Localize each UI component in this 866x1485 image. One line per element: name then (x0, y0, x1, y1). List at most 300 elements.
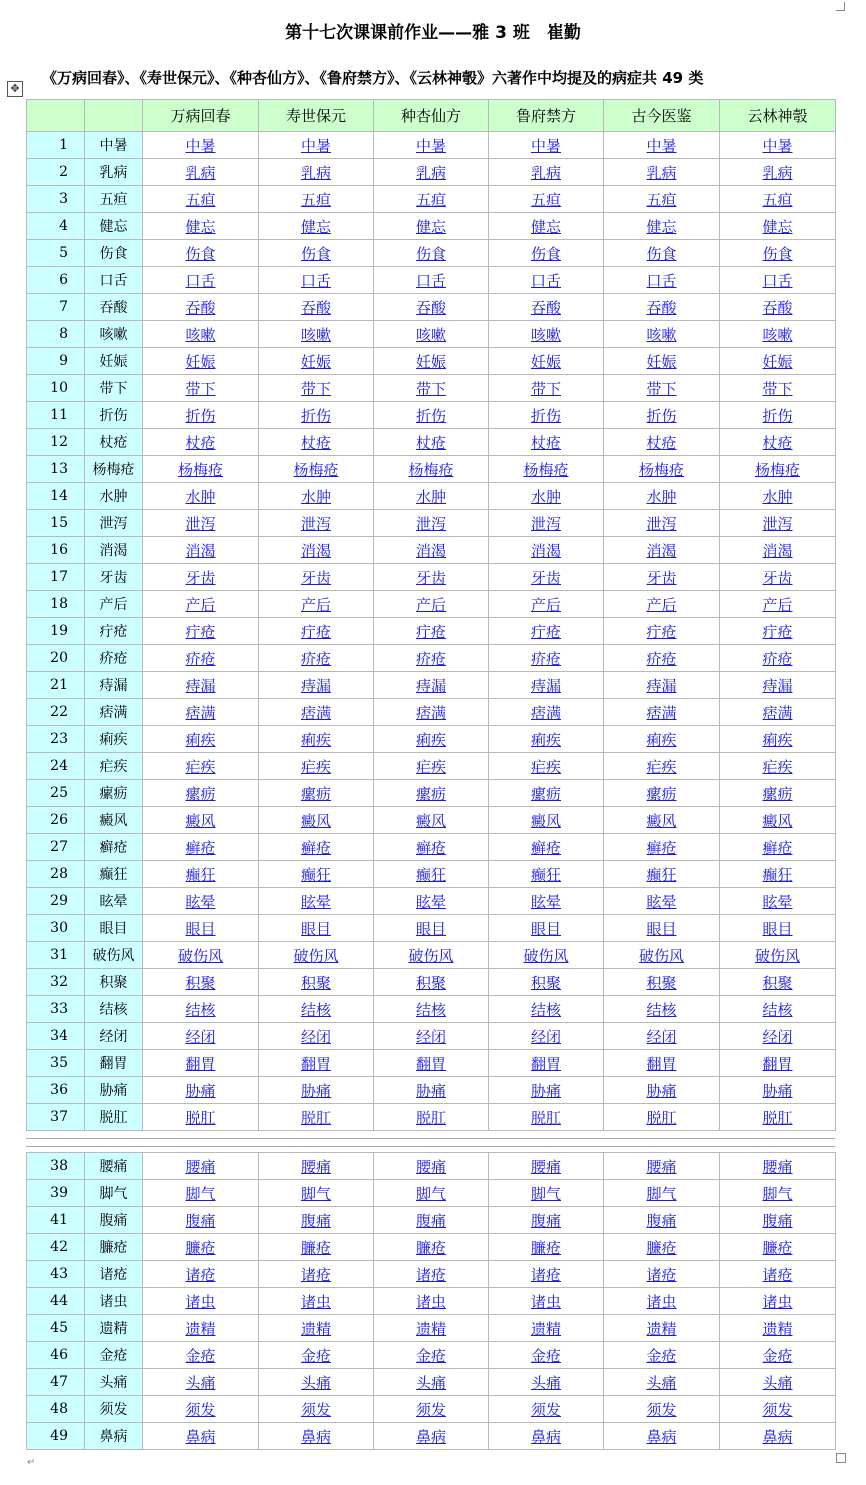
disease-link[interactable]: 瘰疬 (646, 784, 677, 803)
disease-link[interactable]: 产后 (646, 595, 677, 614)
disease-link[interactable]: 胁痛 (415, 1081, 446, 1100)
disease-link[interactable]: 痔漏 (762, 676, 793, 695)
disease-link[interactable]: 乳病 (530, 163, 561, 182)
disease-link[interactable]: 头痛 (300, 1373, 331, 1392)
disease-link[interactable]: 伤食 (185, 244, 216, 263)
disease-link[interactable]: 水肿 (415, 487, 446, 506)
disease-link[interactable]: 消渴 (646, 541, 677, 560)
disease-link[interactable]: 伤食 (415, 244, 446, 263)
disease-link[interactable]: 头痛 (646, 1373, 677, 1392)
disease-link[interactable]: 疥疮 (530, 649, 561, 668)
disease-link[interactable]: 口舌 (415, 271, 446, 290)
disease-link[interactable]: 痢疾 (762, 730, 793, 749)
disease-link[interactable]: 癫狂 (530, 865, 561, 884)
disease-link[interactable]: 破伤风 (177, 946, 223, 965)
disease-link[interactable]: 带下 (530, 379, 561, 398)
disease-link[interactable]: 痔漏 (415, 676, 446, 695)
disease-link[interactable]: 杨梅疮 (523, 460, 569, 479)
disease-link[interactable]: 腹痛 (762, 1211, 793, 1230)
disease-link[interactable]: 眩晕 (185, 892, 216, 911)
disease-link[interactable]: 产后 (300, 595, 331, 614)
disease-link[interactable]: 健忘 (762, 217, 793, 236)
disease-link[interactable]: 积聚 (185, 973, 216, 992)
disease-link[interactable]: 瘰疬 (762, 784, 793, 803)
disease-link[interactable]: 经闭 (646, 1027, 677, 1046)
disease-link[interactable]: 吞酸 (762, 298, 793, 317)
disease-link[interactable]: 牙齿 (762, 568, 793, 587)
disease-link[interactable]: 瘰疬 (415, 784, 446, 803)
disease-link[interactable]: 中暑 (185, 136, 216, 155)
disease-link[interactable]: 泄泻 (530, 514, 561, 533)
disease-link[interactable]: 腰痛 (185, 1157, 216, 1176)
disease-link[interactable]: 产后 (185, 595, 216, 614)
disease-link[interactable]: 泄泻 (415, 514, 446, 533)
disease-link[interactable]: 须发 (185, 1400, 216, 1419)
disease-link[interactable]: 眩晕 (762, 892, 793, 911)
disease-link[interactable]: 口舌 (646, 271, 677, 290)
disease-link[interactable]: 消渴 (185, 541, 216, 560)
disease-link[interactable]: 产后 (530, 595, 561, 614)
disease-link[interactable]: 遗精 (300, 1319, 331, 1338)
disease-link[interactable]: 经闭 (530, 1027, 561, 1046)
disease-link[interactable]: 口舌 (300, 271, 331, 290)
disease-link[interactable]: 胁痛 (300, 1081, 331, 1100)
disease-link[interactable]: 伤食 (300, 244, 331, 263)
disease-link[interactable]: 鼻病 (646, 1427, 677, 1446)
disease-link[interactable]: 脱肛 (530, 1108, 561, 1127)
disease-link[interactable]: 痔漏 (646, 676, 677, 695)
disease-link[interactable]: 五疸 (185, 190, 216, 209)
disease-link[interactable]: 痢疾 (185, 730, 216, 749)
disease-link[interactable]: 腹痛 (300, 1211, 331, 1230)
disease-link[interactable]: 疟疾 (762, 757, 793, 776)
disease-link[interactable]: 臁疮 (530, 1238, 561, 1257)
disease-link-cell (259, 348, 374, 375)
disease-link[interactable]: 脚气 (185, 1184, 216, 1203)
disease-link[interactable]: 疔疮 (530, 622, 561, 641)
disease-link[interactable]: 眼目 (300, 919, 331, 938)
disease-link[interactable]: 诸虫 (762, 1292, 793, 1311)
disease-link[interactable]: 健忘 (300, 217, 331, 236)
disease-link[interactable]: 鼻病 (415, 1427, 446, 1446)
disease-link[interactable]: 泄泻 (762, 514, 793, 533)
disease-link[interactable]: 痔漏 (300, 676, 331, 695)
disease-link[interactable]: 翻胃 (762, 1054, 793, 1073)
disease-link[interactable]: 臁疮 (762, 1238, 793, 1257)
disease-link[interactable]: 疔疮 (300, 622, 331, 641)
disease-link[interactable]: 痢疾 (530, 730, 561, 749)
disease-link[interactable]: 泄泻 (300, 514, 331, 533)
disease-link[interactable]: 牙齿 (530, 568, 561, 587)
disease-link[interactable]: 消渴 (762, 541, 793, 560)
disease-link[interactable]: 遗精 (762, 1319, 793, 1338)
disease-link[interactable]: 咳嗽 (185, 325, 216, 344)
disease-link[interactable]: 疔疮 (646, 622, 677, 641)
disease-link[interactable]: 腰痛 (415, 1157, 446, 1176)
disease-link[interactable]: 中暑 (300, 136, 331, 155)
disease-link[interactable]: 牙齿 (300, 568, 331, 587)
disease-link[interactable]: 口舌 (185, 271, 216, 290)
disease-link[interactable]: 吞酸 (415, 298, 446, 317)
disease-link[interactable]: 结核 (185, 1000, 216, 1019)
disease-link[interactable]: 癣疮 (762, 838, 793, 857)
disease-link[interactable]: 消渴 (530, 541, 561, 560)
disease-link[interactable]: 破伤风 (408, 946, 454, 965)
disease-link[interactable]: 癫狂 (646, 865, 677, 884)
disease-link[interactable]: 翻胃 (185, 1054, 216, 1073)
disease-link[interactable]: 金疮 (762, 1346, 793, 1365)
disease-link[interactable]: 咳嗽 (415, 325, 446, 344)
disease-link[interactable]: 诸疮 (530, 1265, 561, 1284)
disease-link[interactable]: 翻胃 (415, 1054, 446, 1073)
disease-link[interactable]: 金疮 (185, 1346, 216, 1365)
disease-link[interactable]: 中暑 (415, 136, 446, 155)
disease-link[interactable]: 杖疮 (646, 433, 677, 452)
disease-link[interactable]: 折伤 (415, 406, 446, 425)
disease-link[interactable]: 须发 (762, 1400, 793, 1419)
disease-link[interactable]: 健忘 (185, 217, 216, 236)
row-number: 49 (27, 1423, 85, 1450)
disease-link[interactable]: 折伤 (185, 406, 216, 425)
disease-link[interactable]: 痞满 (646, 703, 677, 722)
disease-link[interactable]: 乳病 (185, 163, 216, 182)
disease-link[interactable]: 带下 (185, 379, 216, 398)
disease-link[interactable]: 乳病 (300, 163, 331, 182)
disease-link[interactable]: 鼻病 (530, 1427, 561, 1446)
disease-link[interactable]: 妊娠 (762, 352, 793, 371)
disease-table-part2 (26, 1152, 836, 1450)
disease-link[interactable]: 水肿 (762, 487, 793, 506)
disease-link[interactable]: 疟疾 (300, 757, 331, 776)
disease-link[interactable]: 癜风 (300, 811, 331, 830)
disease-link[interactable]: 乳病 (415, 163, 446, 182)
disease-link[interactable]: 痢疾 (646, 730, 677, 749)
disease-link[interactable]: 积聚 (415, 973, 446, 992)
disease-link[interactable]: 健忘 (415, 217, 446, 236)
disease-link[interactable]: 腰痛 (646, 1157, 677, 1176)
disease-link[interactable]: 腰痛 (300, 1157, 331, 1176)
disease-link[interactable]: 脱肛 (415, 1108, 446, 1127)
disease-link[interactable]: 中暑 (530, 136, 561, 155)
disease-link[interactable]: 疥疮 (185, 649, 216, 668)
disease-link[interactable]: 泄泻 (185, 514, 216, 533)
disease-link[interactable]: 脚气 (762, 1184, 793, 1203)
disease-link[interactable]: 头痛 (762, 1373, 793, 1392)
disease-link[interactable]: 眼目 (762, 919, 793, 938)
disease-link[interactable]: 腹痛 (646, 1211, 677, 1230)
disease-link[interactable]: 癣疮 (646, 838, 677, 857)
disease-link[interactable]: 伤食 (530, 244, 561, 263)
disease-link[interactable]: 癫狂 (415, 865, 446, 884)
disease-link[interactable]: 胁痛 (762, 1081, 793, 1100)
disease-link[interactable]: 诸疮 (762, 1265, 793, 1284)
disease-link[interactable]: 诸虫 (646, 1292, 677, 1311)
disease-link[interactable]: 头痛 (530, 1373, 561, 1392)
disease-link[interactable]: 癜风 (762, 811, 793, 830)
disease-link[interactable]: 结核 (646, 1000, 677, 1019)
disease-link[interactable]: 水肿 (646, 487, 677, 506)
disease-link[interactable]: 吞酸 (646, 298, 677, 317)
disease-link[interactable]: 杨梅疮 (754, 460, 800, 479)
disease-link[interactable]: 消渴 (300, 541, 331, 560)
disease-link[interactable]: 妊娠 (646, 352, 677, 371)
disease-link[interactable]: 脚气 (646, 1184, 677, 1203)
disease-link[interactable]: 产后 (762, 595, 793, 614)
disease-link[interactable]: 痞满 (185, 703, 216, 722)
disease-link[interactable]: 诸虫 (530, 1292, 561, 1311)
disease-link[interactable]: 遗精 (530, 1319, 561, 1338)
disease-link[interactable]: 癣疮 (185, 838, 216, 857)
disease-link[interactable]: 脚气 (300, 1184, 331, 1203)
disease-link[interactable]: 癫狂 (185, 865, 216, 884)
disease-link[interactable]: 须发 (530, 1400, 561, 1419)
disease-link[interactable]: 痞满 (762, 703, 793, 722)
disease-link[interactable]: 胁痛 (530, 1081, 561, 1100)
disease-link[interactable]: 疔疮 (415, 622, 446, 641)
disease-link[interactable]: 须发 (415, 1400, 446, 1419)
disease-link[interactable]: 五疸 (415, 190, 446, 209)
disease-link[interactable]: 须发 (300, 1400, 331, 1419)
disease-link[interactable]: 眩晕 (530, 892, 561, 911)
disease-link[interactable]: 积聚 (300, 973, 331, 992)
disease-link[interactable]: 水肿 (300, 487, 331, 506)
disease-link[interactable]: 破伤风 (638, 946, 684, 965)
disease-link[interactable]: 咳嗽 (300, 325, 331, 344)
disease-link[interactable]: 积聚 (530, 973, 561, 992)
disease-link[interactable]: 瘰疬 (300, 784, 331, 803)
disease-link[interactable]: 痞满 (300, 703, 331, 722)
disease-link[interactable]: 破伤风 (754, 946, 800, 965)
disease-link[interactable]: 经闭 (415, 1027, 446, 1046)
disease-link[interactable]: 翻胃 (300, 1054, 331, 1073)
disease-link[interactable]: 腹痛 (530, 1211, 561, 1230)
disease-link[interactable]: 吞酸 (530, 298, 561, 317)
disease-link[interactable]: 癣疮 (415, 838, 446, 857)
disease-link[interactable]: 健忘 (646, 217, 677, 236)
disease-link[interactable]: 五疸 (646, 190, 677, 209)
disease-link-cell (489, 294, 604, 321)
disease-link[interactable]: 牙齿 (646, 568, 677, 587)
disease-link[interactable]: 疥疮 (300, 649, 331, 668)
disease-link[interactable]: 疔疮 (185, 622, 216, 641)
disease-link[interactable]: 妊娠 (300, 352, 331, 371)
disease-link[interactable]: 诸虫 (300, 1292, 331, 1311)
disease-link-cell (259, 213, 374, 240)
disease-link[interactable]: 眼目 (646, 919, 677, 938)
disease-link[interactable]: 吞酸 (185, 298, 216, 317)
disease-link[interactable]: 腹痛 (185, 1211, 216, 1230)
disease-link[interactable]: 折伤 (530, 406, 561, 425)
disease-link[interactable]: 五疸 (300, 190, 331, 209)
disease-link[interactable]: 杖疮 (762, 433, 793, 452)
disease-link[interactable]: 眩晕 (646, 892, 677, 911)
disease-link[interactable]: 疥疮 (415, 649, 446, 668)
disease-link[interactable]: 诸疮 (646, 1265, 677, 1284)
disease-link[interactable]: 经闭 (762, 1027, 793, 1046)
table-resize-handle-icon[interactable] (836, 1453, 846, 1463)
disease-link[interactable]: 眼目 (415, 919, 446, 938)
disease-link[interactable]: 带下 (300, 379, 331, 398)
disease-link[interactable]: 破伤风 (293, 946, 339, 965)
disease-link[interactable]: 鼻病 (185, 1427, 216, 1446)
disease-link[interactable]: 折伤 (300, 406, 331, 425)
disease-link[interactable]: 五疸 (762, 190, 793, 209)
disease-link[interactable]: 痔漏 (185, 676, 216, 695)
disease-link[interactable]: 鼻病 (300, 1427, 331, 1446)
disease-link[interactable]: 水肿 (185, 487, 216, 506)
disease-link[interactable]: 脱肛 (185, 1108, 216, 1127)
disease-link[interactable]: 破伤风 (523, 946, 569, 965)
disease-link[interactable]: 诸疮 (185, 1265, 216, 1284)
disease-link[interactable]: 疟疾 (530, 757, 561, 776)
disease-link[interactable]: 妊娠 (185, 352, 216, 371)
disease-link[interactable]: 乳病 (646, 163, 677, 182)
disease-link[interactable]: 胁痛 (185, 1081, 216, 1100)
disease-link[interactable]: 乳病 (762, 163, 793, 182)
disease-link[interactable]: 眼目 (530, 919, 561, 938)
disease-link[interactable]: 癣疮 (300, 838, 331, 857)
disease-link[interactable]: 腰痛 (762, 1157, 793, 1176)
disease-link[interactable]: 吞酸 (300, 298, 331, 317)
disease-link[interactable]: 疥疮 (762, 649, 793, 668)
disease-link[interactable]: 金疮 (646, 1346, 677, 1365)
disease-link[interactable]: 口舌 (530, 271, 561, 290)
disease-link[interactable]: 眼目 (185, 919, 216, 938)
disease-link[interactable]: 杖疮 (530, 433, 561, 452)
disease-link[interactable]: 胁痛 (646, 1081, 677, 1100)
disease-link[interactable]: 脚气 (530, 1184, 561, 1203)
table-move-handle-icon[interactable]: ✥ (7, 81, 23, 97)
disease-link[interactable]: 杨梅疮 (638, 460, 684, 479)
disease-link[interactable]: 结核 (415, 1000, 446, 1019)
disease-link[interactable]: 带下 (646, 379, 677, 398)
disease-link[interactable]: 疔疮 (762, 622, 793, 641)
disease-link[interactable]: 脱肛 (646, 1108, 677, 1127)
disease-link-cell (720, 1234, 836, 1261)
disease-link[interactable]: 诸疮 (415, 1265, 446, 1284)
disease-link[interactable]: 诸虫 (185, 1292, 216, 1311)
disease-link[interactable]: 痔漏 (530, 676, 561, 695)
disease-link[interactable]: 杖疮 (185, 433, 216, 452)
disease-link[interactable]: 腰痛 (530, 1157, 561, 1176)
disease-link[interactable]: 牙齿 (185, 568, 216, 587)
disease-link[interactable]: 妊娠 (530, 352, 561, 371)
disease-link[interactable]: 瘰疬 (530, 784, 561, 803)
disease-link[interactable]: 牙齿 (415, 568, 446, 587)
disease-link[interactable]: 经闭 (185, 1027, 216, 1046)
disease-link[interactable]: 遗精 (185, 1319, 216, 1338)
disease-link[interactable]: 口舌 (762, 271, 793, 290)
disease-link[interactable]: 带下 (415, 379, 446, 398)
disease-link[interactable]: 经闭 (300, 1027, 331, 1046)
disease-link[interactable]: 鼻病 (762, 1427, 793, 1446)
disease-link[interactable]: 金疮 (415, 1346, 446, 1365)
disease-link-cell (259, 1369, 374, 1396)
disease-link[interactable]: 疟疾 (185, 757, 216, 776)
disease-link[interactable]: 癣疮 (530, 838, 561, 857)
disease-link[interactable]: 疟疾 (415, 757, 446, 776)
disease-link[interactable]: 臁疮 (185, 1238, 216, 1257)
disease-link[interactable]: 咳嗽 (762, 325, 793, 344)
disease-link-cell (489, 753, 604, 780)
disease-link[interactable]: 杨梅疮 (408, 460, 454, 479)
disease-link[interactable]: 须发 (646, 1400, 677, 1419)
disease-link[interactable]: 杨梅疮 (293, 460, 339, 479)
disease-link[interactable]: 中暑 (762, 136, 793, 155)
disease-link[interactable]: 臁疮 (646, 1238, 677, 1257)
disease-link[interactable]: 癜风 (646, 811, 677, 830)
disease-link[interactable]: 诸虫 (415, 1292, 446, 1311)
disease-link[interactable]: 伤食 (646, 244, 677, 263)
disease-link[interactable]: 臁疮 (415, 1238, 446, 1257)
disease-link[interactable]: 五疸 (530, 190, 561, 209)
disease-link[interactable]: 癫狂 (762, 865, 793, 884)
disease-link[interactable]: 诸疮 (300, 1265, 331, 1284)
disease-link[interactable]: 癜风 (530, 811, 561, 830)
disease-link[interactable]: 翻胃 (530, 1054, 561, 1073)
disease-link[interactable]: 带下 (762, 379, 793, 398)
disease-link[interactable]: 消渴 (415, 541, 446, 560)
disease-link[interactable]: 痢疾 (300, 730, 331, 749)
disease-link[interactable]: 积聚 (762, 973, 793, 992)
disease-link[interactable]: 疥疮 (646, 649, 677, 668)
disease-link[interactable]: 癫狂 (300, 865, 331, 884)
disease-link[interactable]: 遗精 (415, 1319, 446, 1338)
disease-link[interactable]: 疟疾 (646, 757, 677, 776)
disease-link[interactable]: 结核 (762, 1000, 793, 1019)
disease-link[interactable]: 头痛 (185, 1373, 216, 1392)
disease-link[interactable]: 积聚 (646, 973, 677, 992)
disease-link[interactable]: 结核 (300, 1000, 331, 1019)
disease-link[interactable]: 泄泻 (646, 514, 677, 533)
disease-link-cell (374, 1180, 489, 1207)
disease-link[interactable]: 眩晕 (300, 892, 331, 911)
disease-link[interactable]: 咳嗽 (530, 325, 561, 344)
disease-link[interactable]: 痞满 (415, 703, 446, 722)
disease-link[interactable]: 杖疮 (415, 433, 446, 452)
disease-link[interactable]: 遗精 (646, 1319, 677, 1338)
disease-link[interactable]: 中暑 (646, 136, 677, 155)
disease-link[interactable]: 产后 (415, 595, 446, 614)
disease-link[interactable]: 咳嗽 (646, 325, 677, 344)
disease-link[interactable]: 脱肛 (762, 1108, 793, 1127)
disease-link[interactable]: 瘰疬 (185, 784, 216, 803)
disease-link[interactable]: 眩晕 (415, 892, 446, 911)
disease-link[interactable]: 癜风 (415, 811, 446, 830)
disease-link[interactable]: 杨梅疮 (177, 460, 223, 479)
disease-link[interactable]: 折伤 (646, 406, 677, 425)
disease-link[interactable]: 金疮 (300, 1346, 331, 1365)
disease-link[interactable]: 伤食 (762, 244, 793, 263)
disease-link[interactable]: 臁疮 (300, 1238, 331, 1257)
disease-link[interactable]: 痢疾 (415, 730, 446, 749)
disease-link[interactable]: 水肿 (530, 487, 561, 506)
disease-link[interactable]: 健忘 (530, 217, 561, 236)
disease-link[interactable]: 翻胃 (646, 1054, 677, 1073)
disease-link-cell (489, 1261, 604, 1288)
disease-link[interactable]: 金疮 (530, 1346, 561, 1365)
disease-link[interactable]: 头痛 (415, 1373, 446, 1392)
disease-link[interactable]: 杖疮 (300, 433, 331, 452)
disease-link[interactable]: 脚气 (415, 1184, 446, 1203)
disease-link[interactable]: 癜风 (185, 811, 216, 830)
disease-link[interactable]: 痞满 (530, 703, 561, 722)
disease-link[interactable]: 结核 (530, 1000, 561, 1019)
disease-link[interactable]: 脱肛 (300, 1108, 331, 1127)
disease-link[interactable]: 腹痛 (415, 1211, 446, 1230)
disease-link[interactable]: 妊娠 (415, 352, 446, 371)
disease-link[interactable]: 折伤 (762, 406, 793, 425)
